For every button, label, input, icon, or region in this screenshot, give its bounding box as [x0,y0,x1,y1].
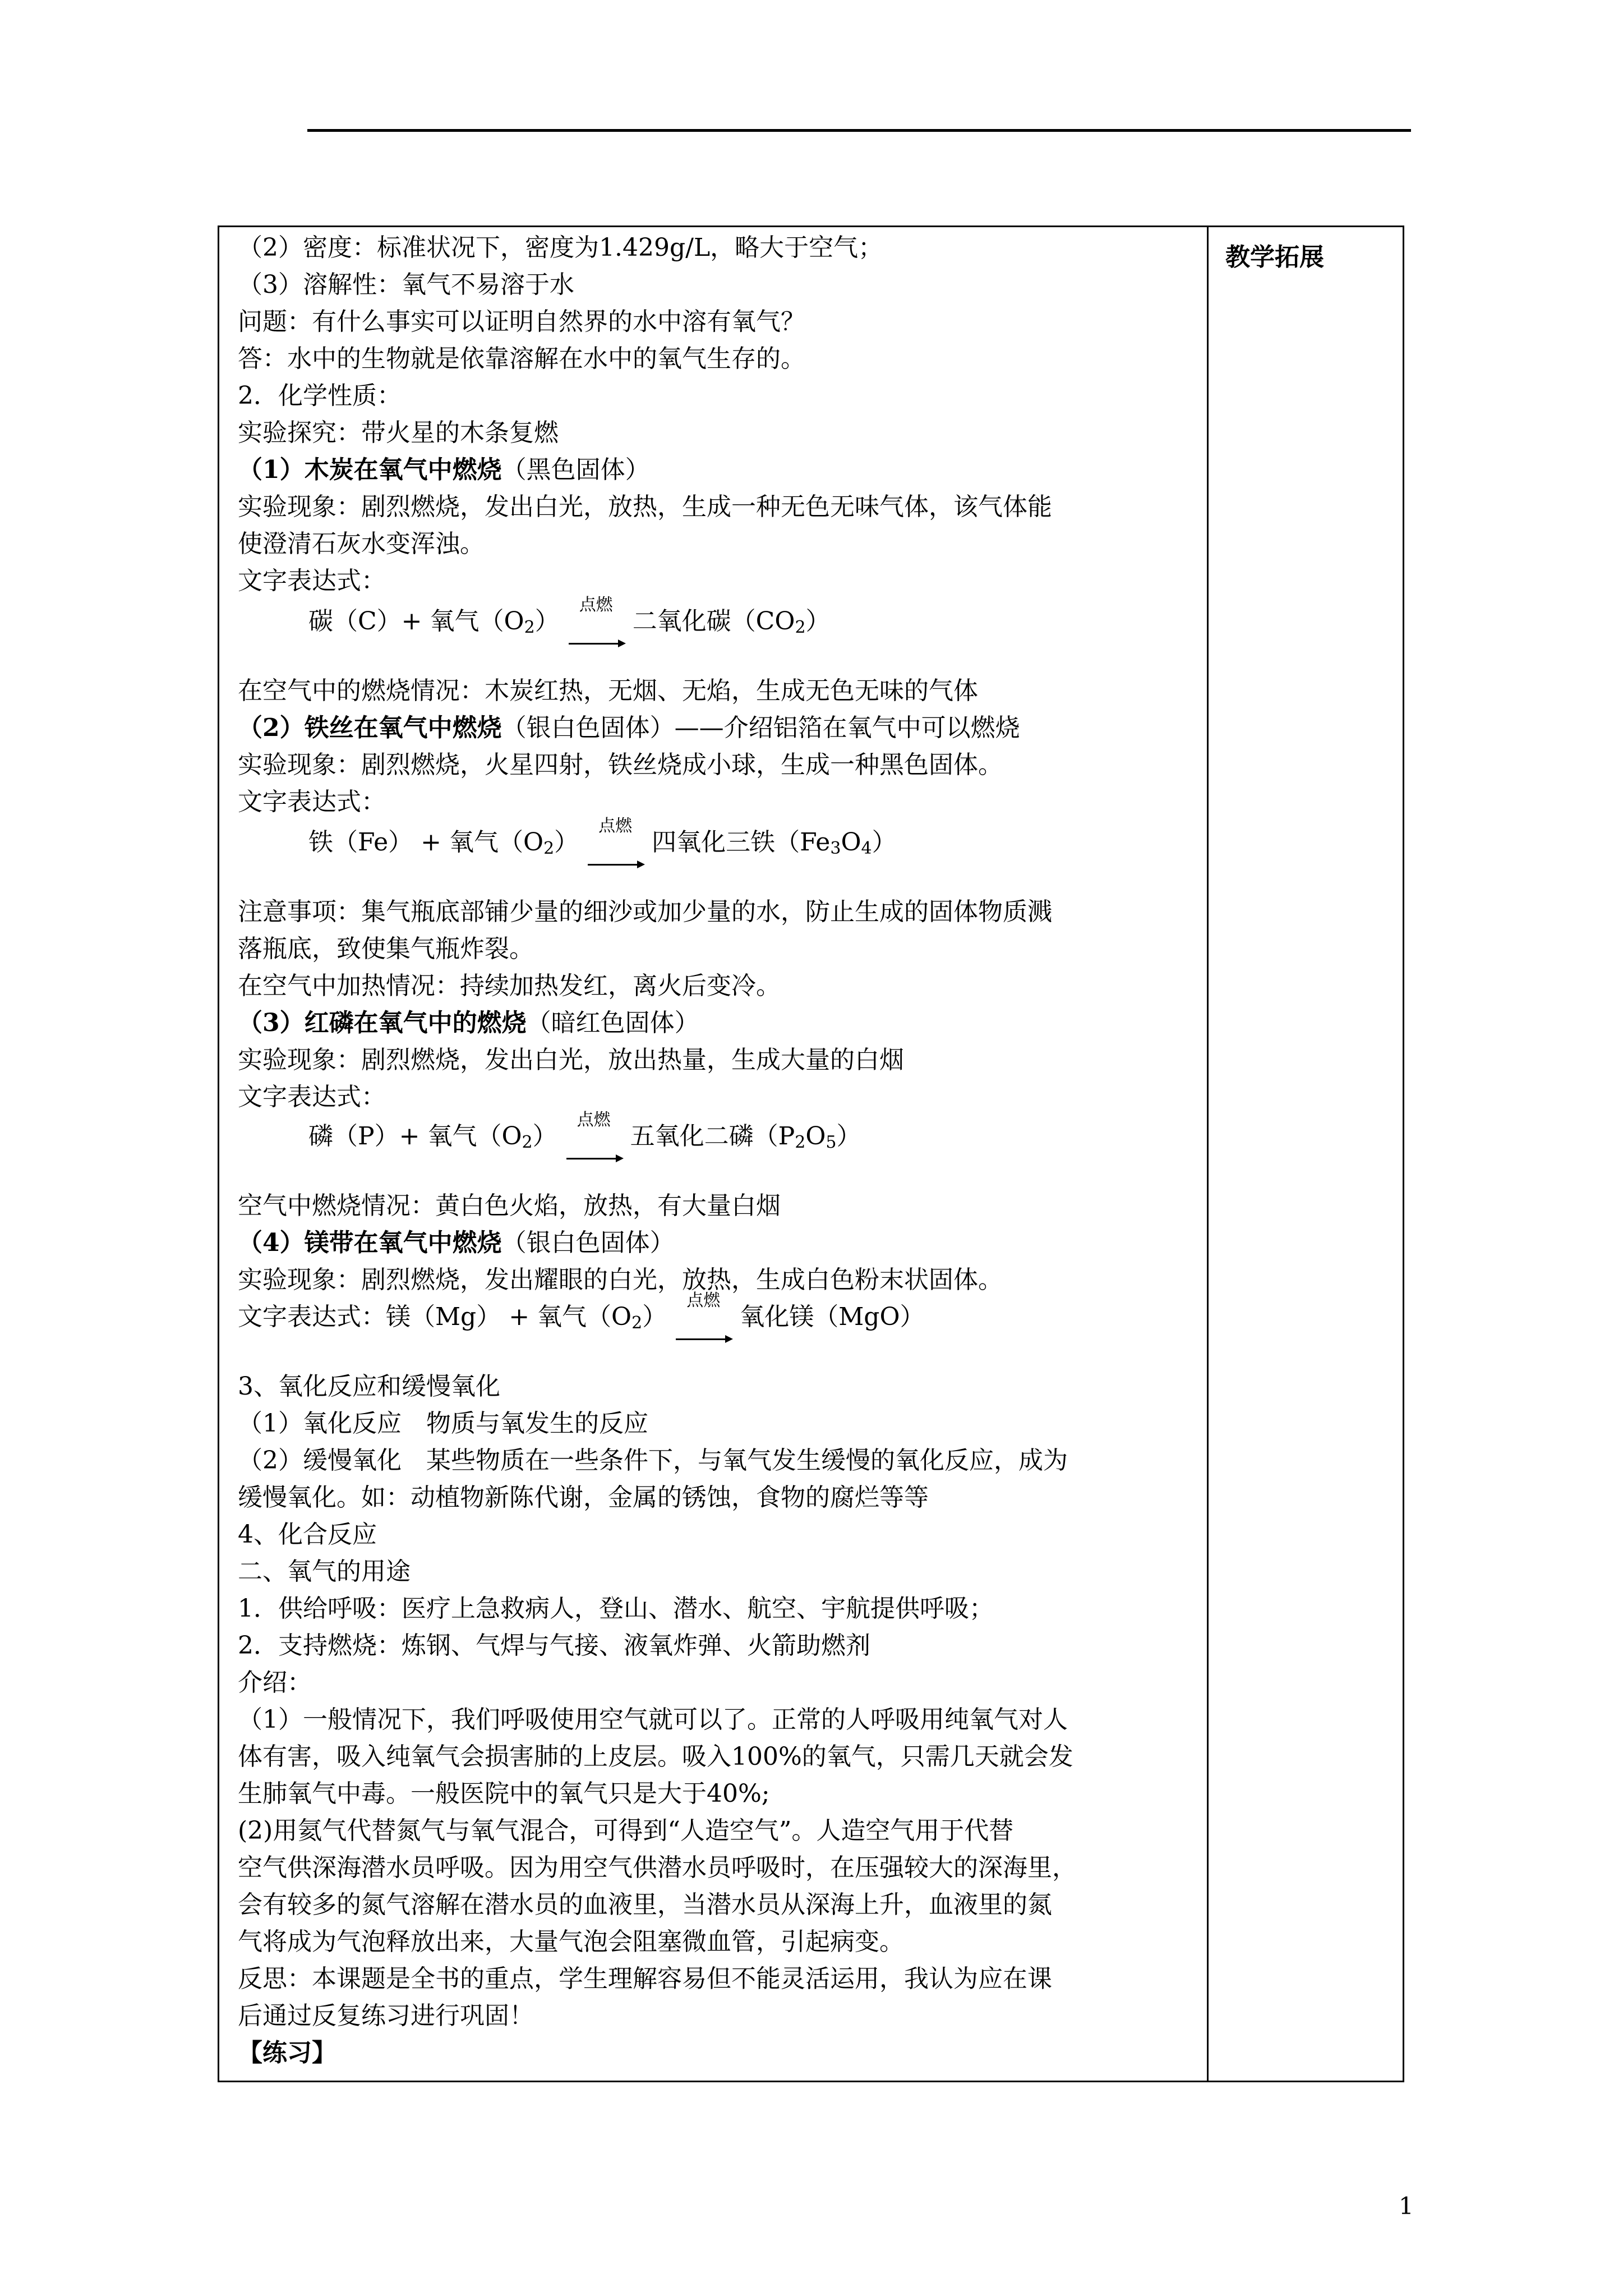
text-line: （1）一般情况下，我们呼吸使用空气就可以了。正常的人呼吸用纯氧气对人 [238,1705,1068,1734]
text-line: 2．化学性质： [238,381,402,410]
equation-magnesium: 文字表达式：镁（Mg） + 氧气$(O_2)$ 点燃 氧化镁（MgO） [238,1300,925,1334]
text-line: 生肺氧气中毒。一般医院中的氧气只是大于40%; [238,1779,770,1808]
text-line: 实验现象：剧烈燃烧，发出白光，放热，生成一种无色无味气体，该气体能 [238,493,1052,521]
text-line: 实验现象：剧烈燃烧，火星四射，铁丝烧成小球，生成一种黑色固体。 [238,751,1003,779]
reaction-arrow: 点燃 [565,605,627,638]
text-line: 后通过反复练习进行巩固！ [238,2001,534,2030]
text-line: 介绍： [238,1668,312,1697]
text-line: 空气供深海潜水员呼吸。因为用空气供潜水员呼吸时，在压强较大的深海里， [238,1853,1077,1882]
section-heading [238,453,650,487]
text-line: 会有较多的氮气溶解在潜水员的血液里，当潜水员从深海上升，血液里的氮 [238,1890,1052,1919]
text-line: 文字表达式： [238,1083,386,1111]
header-rule [307,129,1411,132]
reaction-arrow: 点燃 [563,1120,625,1153]
text-line: 1．供给呼吸：医疗上急救病人，登山、潜水、航空、宇航提供呼吸； [238,1594,994,1623]
text-line: 答：水中的生物就是依靠溶解在水中的氧气生存的。 [238,344,805,373]
equation-iron: 铁（Fe） + 氧气$(O_2)$ 点燃 四氧化三铁$(Fe_3O_4)$ [308,826,897,859]
reaction-arrow: 点燃 [672,1300,734,1334]
text-line: （1）氧化反应 物质与氧发生的反应 [238,1409,648,1438]
section-heading-bold: （3）红磷在氧气中的燃烧 [238,1009,527,1037]
section-heading-note: （银白色固体）——介绍铝箔在氧气中可以燃烧 [501,714,1020,742]
column-divider [1207,226,1209,2082]
text-line: 实验现象：剧烈燃烧，发出耀眼的白光，放热，生成白色粉末状固体。 [238,1266,1003,1294]
equation-phosphorus: 磷（P）+ 氧气$(O_2)$ 点燃 五氧化二磷$(P_2O_5)$ [308,1120,861,1153]
section-heading [238,711,1020,745]
section-heading [238,1006,699,1040]
text-line: （3）溶解性：氧气不易溶于水 [238,270,574,299]
section-heading-bold: （2）铁丝在氧气中燃烧 [238,714,502,742]
text-line: 文字表达式： [238,788,386,816]
text-line: 落瓶底，致使集气瓶炸裂。 [238,935,534,963]
text-line: 缓慢氧化。如：动植物新陈代谢，金属的锈蚀，食物的腐烂等等 [238,1483,929,1512]
equation-carbon: 碳（C）+ 氧气$(O_2)$ 点燃 二氧化碳$(CO_2)$ [308,605,831,638]
text-line: 注意事项：集气瓶底部铺少量的细沙或加少量的水，防止生成的固体物质溅 [238,898,1052,926]
text-line: 空气中燃烧情况：黄白色火焰，放热，有大量白烟 [238,1191,781,1220]
text-line: 在空气中加热情况：持续加热发红，离火后变冷。 [238,972,781,1000]
text-line: （2）缓慢氧化 某些物质在一些条件下，与氧气发生缓慢的氧化反应，成为 [238,1446,1068,1475]
text-line: 2．支持燃烧：炼钢、气焊与气接、液氧炸弹、火箭助燃剂 [238,1631,870,1660]
exercise-heading: 【练习】 [238,2039,336,2067]
text-line: 反思：本课题是全书的重点，学生理解容易但不能灵活运用，我认为应在课 [238,1964,1052,1993]
text-line: 体有害，吸入纯氧气会损害肺的上皮层。吸入100%的氧气，只需几天就会发 [238,1742,1073,1771]
text-line: 实验现象：剧烈燃烧，发出白光，放出热量，生成大量的白烟 [238,1046,904,1074]
section-heading: 二、氧气的用途 [238,1557,411,1586]
section-heading-note: （暗红色固体） [526,1009,699,1037]
side-column-title: 教学拓展 [1225,243,1324,272]
text-line: 问题：有什么事实可以证明自然界的水中溶有氧气？ [238,307,805,336]
section-heading [238,1226,675,1260]
section-heading: 4、化合反应 [238,1520,377,1549]
text-line: 实验探究：带火星的木条复燃 [238,418,559,447]
text-line: 使澄清石灰水变浑浊。 [238,530,485,558]
text-line: (2)用氦气代替氮气与氧气混合，可得到“人造空气”。人造空气用于代替 [238,1816,1014,1845]
text-line: （2）密度：标准状况下，密度为1.429g/L，略大于空气； [238,233,883,262]
text-line: 在空气中的燃烧情况：木炭红热，无烟、无焰，生成无色无味的气体 [238,677,978,705]
section-heading-note: （黑色固体） [501,455,650,484]
page-number: 1 [1399,2192,1414,2220]
section-heading: 3、氧化反应和缓慢氧化 [238,1372,500,1401]
section-heading-bold: （1）木炭在氧气中燃烧 [238,455,502,484]
reaction-arrow: 点燃 [584,826,646,859]
section-heading-bold: （4）镁带在氧气中燃烧 [238,1228,502,1257]
text-line: 文字表达式： [238,567,386,595]
text-line: 气将成为气泡释放出来，大量气泡会阻塞微血管，引起病变。 [238,1927,904,1956]
section-heading-note: （银白色固体） [501,1228,675,1257]
